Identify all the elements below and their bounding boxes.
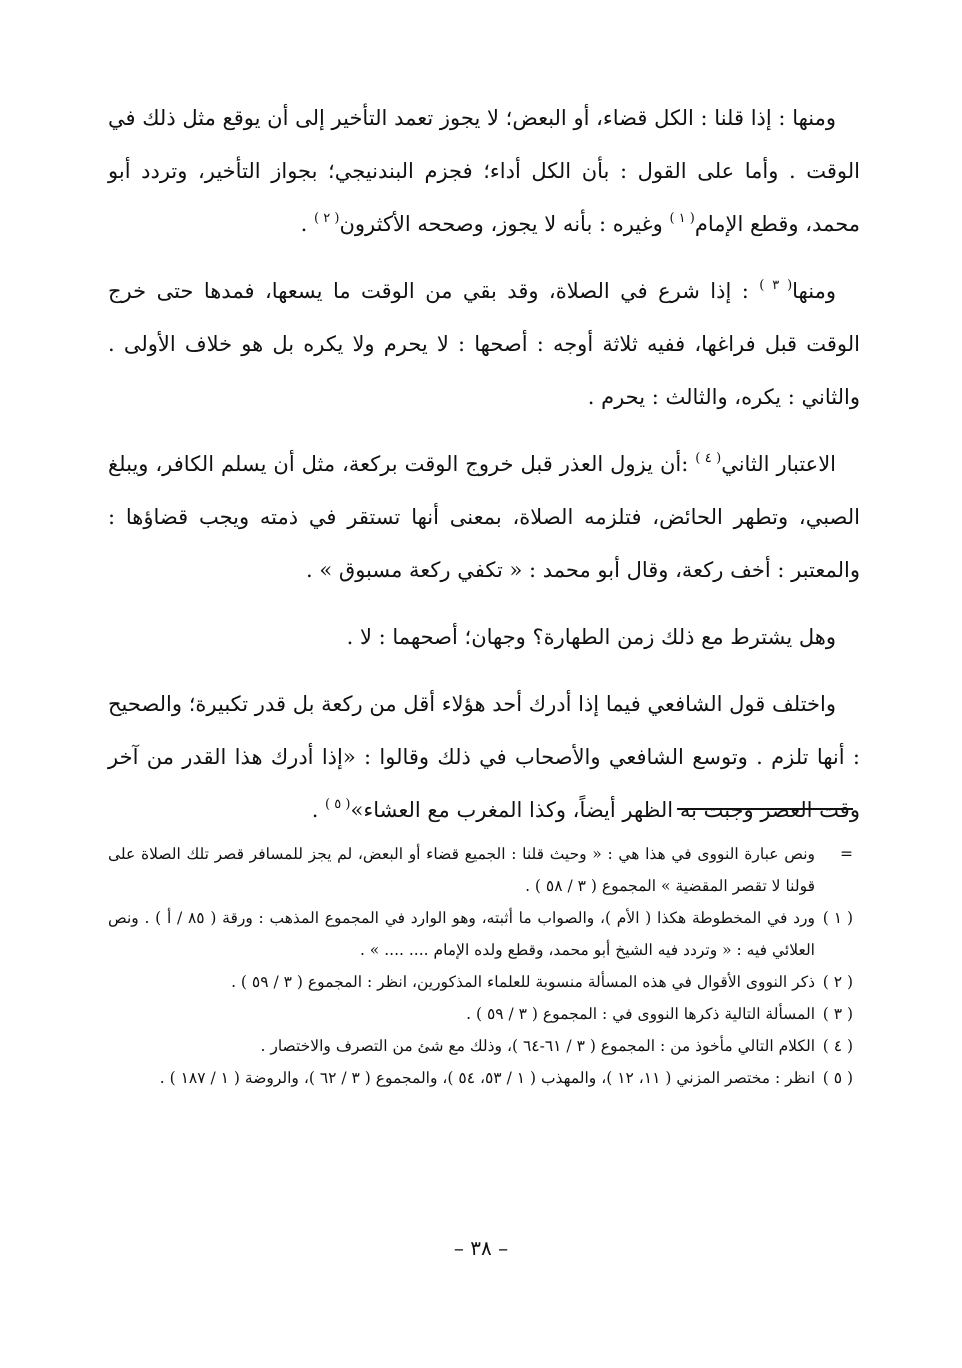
- footnote-separator: [677, 808, 853, 810]
- paragraph-4: [108, 611, 860, 664]
- paragraph-text: الاعتبار الثاني: [721, 452, 837, 476]
- footnote-text: انظر : مختصر المزني ( ١١، ١٢ )، والمهذب ( ١ / ٥٣، ٥٤ )، والمجموع ( ٣ / ٦٢ )، والروضة ( ١ / ١٨٧ ) .: [159, 1069, 815, 1087]
- paragraph-text: .: [300, 212, 315, 236]
- footnote-1: [108, 902, 853, 966]
- footnote-reference-1: ( ١ ): [669, 211, 695, 226]
- footnotes: [108, 838, 853, 1094]
- paragraph-text: ومنها : إذا قلنا : الكل قضاء، أو البعض؛ لا يجوز تعمد التأخير إلى أن يوقع مثل ذلك في الوقت . وأما على القول : بأن الكل أداء؛ فجزم البندنيجي؛ بجواز التأخير، وتردد أبو محمد، وقطع الإمام: [108, 106, 860, 236]
- page-number: – ٣٨ –: [453, 1236, 509, 1260]
- footnote-continuation: [108, 838, 853, 902]
- footnote-4: [108, 1030, 853, 1062]
- paragraph-text: ومنها: [792, 279, 836, 303]
- footnote-2: [108, 966, 853, 998]
- footnote-text: ورد في المخطوطة هكذا ( الأم )، والصواب ما أثبته، وهو الوارد في المجموع المذهب : ورقة ( ٨٥ / أ ) . ونص العلائي فيه : « وتردد فيه الشيخ أبو محمد، وقطع ولده الإمام .... .... » .: [108, 909, 815, 959]
- footnote-3: [108, 998, 853, 1030]
- footnote-marker: ( ٤ ): [822, 1037, 853, 1055]
- footnote-reference-4: ( ٤ ): [695, 451, 722, 466]
- paragraph-1: [108, 92, 860, 251]
- footnote-reference-3: ( ٣ ): [759, 278, 793, 293]
- footnote-text: المسألة التالية ذكرها النووى في : المجموع ( ٣ / ٥٩ ) .: [466, 1005, 815, 1023]
- footnote-text: ونص عبارة النووى في هذا هي : « وحيث قلنا : الجميع قضاء أو البعض، لم يجز للمسافر قصر تلك الصلاة على قولنا لا تقصر المقضية » المجموع ( ٣ / ٥٨ ) .: [108, 845, 815, 895]
- paragraph-text: وغيره : بأنه لا يجوز، وصححه الأكثرون: [339, 212, 670, 236]
- paragraph-text: واختلف قول الشافعي فيما إذا أدرك أحد هؤلاء أقل من ركعة بل قدر تكبيرة؛ والصحيح : أنها تلزم . وتوسع الشافعي والأصحاب في ذلك وقالوا : «إذا أدرك هذا القدر من آخر وقت العصر وجبت به الظهر أيضاً، وكذا المغرب مع العشاء»: [108, 692, 860, 822]
- paragraph-text: .: [311, 798, 326, 822]
- paragraph-text: :أن يزول العذر قبل خروج الوقت بركعة، مثل أن يسلم الكافر، ويبلغ الصبي، وتطهر الحائض، فتلزمه الصلاة، بمعنى أنها تستقر في ذمته ويجب قضاؤها : والمعتبر : أخف ركعة، وقال أبو محمد : « تكفي ركعة مسبوق » .: [108, 452, 860, 582]
- paragraph-3: [108, 438, 860, 597]
- footnote-reference-5: ( ٥ ): [325, 797, 351, 812]
- footnote-text: الكلام التالي مأخوذ من : المجموع ( ٣ / ٦١-٦٤ )، وذلك مع شئ من التصرف والاختصار .: [260, 1037, 815, 1055]
- footnote-reference-2: ( ٢ ): [314, 211, 340, 226]
- footnote-marker: =: [840, 845, 853, 863]
- main-text: [108, 92, 860, 837]
- paragraph-5: [108, 678, 860, 837]
- footnote-text: ذكر النووى الأقوال في هذه المسألة منسوبة للعلماء المذكورين، انظر : المجموع ( ٣ / ٥٩ ) .: [231, 973, 815, 991]
- footnote-marker: ( ٣ ): [822, 1005, 853, 1023]
- footnote-marker: ( ١ ): [822, 909, 853, 927]
- paragraph-text: : إذا شرع في الصلاة، وقد بقي من الوقت ما يسعها، فمدها حتى خرج الوقت قبل فراغها، ففيه ثلاثة أوجه : أصحها : لا يحرم ولا يكره بل هو خلاف الأولى . والثاني : يكره، والثالث : يحرم .: [108, 279, 860, 409]
- footnote-marker: ( ٢ ): [822, 973, 853, 991]
- footnote-marker: ( ٥ ): [822, 1069, 853, 1087]
- paragraph-2: [108, 265, 860, 424]
- paragraph-text: وهل يشترط مع ذلك زمن الطهارة؟ وجهان؛ أصحهما : لا .: [346, 625, 836, 649]
- footnote-5: [108, 1062, 853, 1094]
